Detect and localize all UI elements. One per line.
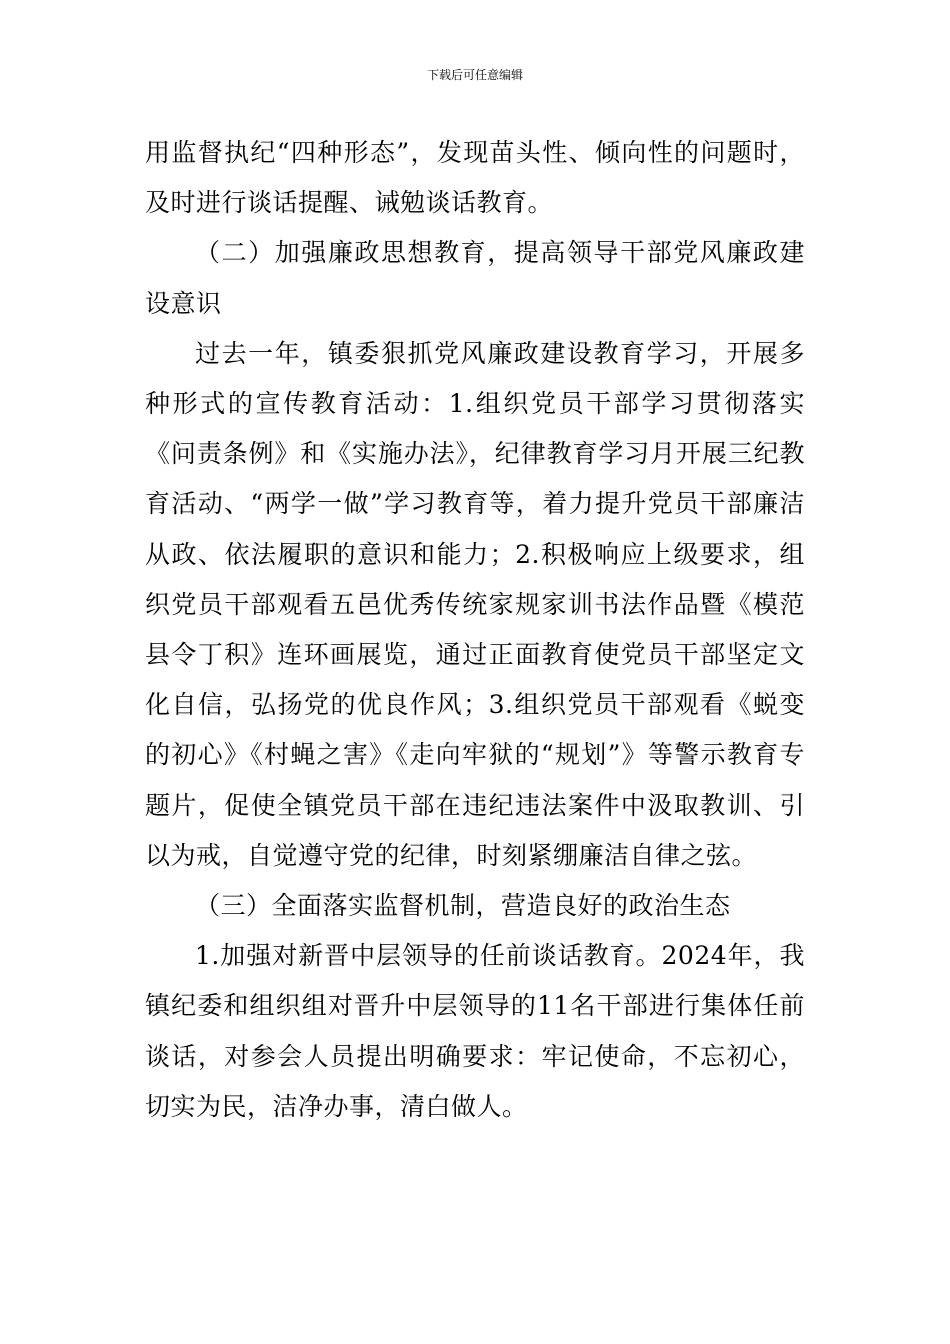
paragraph-continuation: 用监督执纪“四种形态”，发现苗头性、倾向性的问题时，及时进行谈话提醒、诫勉谈话教育。	[145, 138, 805, 218]
paragraph-supervision: 1.加强对新晋中层领导的任前谈话教育。2024年，我镇纪委和组织组对晋升中层领导的11名干部进行集体任前谈话，对参会人员提出明确要求：牢记使命，不忘初心，切实为民，洁净办事，清白做人。	[145, 941, 805, 1121]
paragraph-education: 过去一年，镇委狠抓党风廉政建设教育学习，开展多种形式的宣传教育活动：1.组织党员干部学习贯彻落实《问责条例》和《实施办法》，纪律教育学习月开展三纪教育活动、“两学一做”学习教育等，着力提升党员干部廉洁从政、依法履职的意识和能力；2.积极响应上级要求，组织党员干部观看五邑优秀传统家规家训书法作品暨《模范县令丁积》连环画展览，通过正面教育使党员干部坚定文化自信，弘扬党的优良作风；3.组织党员干部观看《蜕变的初心》《村蝇之害》《走向牢狱的“规划”》等警示教育专题片，促使全镇党员干部在违纪违法案件中汲取教训、引以为戒，自觉遵守党的纪律，时刻紧绷廉洁自律之弦。	[145, 338, 805, 870]
page-header-note: 下载后可任意编辑	[426, 68, 523, 82]
section-heading-2: （二）加强廉政思想教育，提高领导干部党风廉政建设意识	[145, 238, 805, 318]
document-body	[145, 128, 805, 1132]
section-heading-3: （三）全面落实监督机制，营造良好的政治生态	[195, 891, 731, 921]
